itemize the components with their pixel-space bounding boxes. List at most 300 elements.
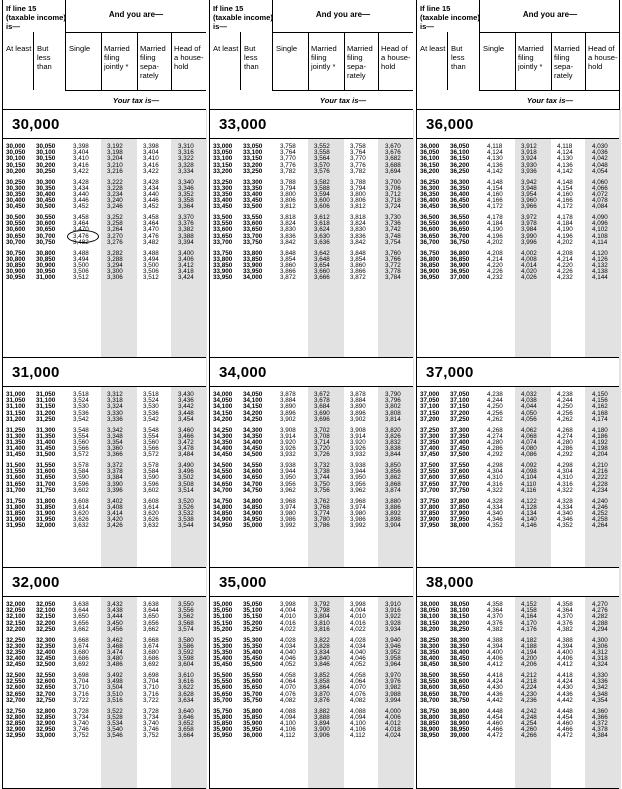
but-less-than-cell: 36,700 [450, 232, 470, 240]
at-least-cell: 31,950 [6, 522, 26, 530]
tax-single-cell: 4,412 [487, 661, 503, 669]
tax-mfs-cell: 3,920 [350, 438, 366, 446]
tax-hoh-cell: 3,808 [385, 409, 401, 417]
tax-single-cell: 4,352 [487, 522, 503, 530]
but-less-than-cell: 34,200 [243, 409, 263, 417]
tax-hoh-cell: 4,120 [592, 249, 608, 257]
at-least-cell: 34,800 [213, 503, 233, 511]
tax-mfs-cell: 4,256 [557, 409, 573, 417]
table-row [417, 234, 619, 240]
tax-mfs-cell: 3,434 [143, 184, 159, 192]
but-less-than-cell: 34,400 [243, 438, 263, 446]
table-row [3, 715, 206, 721]
tax-hoh-cell: 4,048 [592, 161, 608, 169]
at-least-cell: 35,150 [213, 619, 233, 627]
tax-hoh-cell: 4,096 [592, 220, 608, 228]
but-less-than-cell: 34,500 [243, 451, 263, 459]
tax-mfj-cell: 3,660 [314, 268, 330, 276]
tax-mfs-cell: 3,518 [143, 391, 159, 398]
tax-hoh-cell: 3,382 [178, 226, 194, 234]
tax-mfs-cell: 3,404 [143, 149, 159, 157]
tax-single-cell: 3,842 [280, 238, 296, 246]
but-less-than-cell: 38,350 [450, 642, 470, 650]
tax-mfj-cell: 3,312 [107, 391, 123, 398]
table-row [210, 469, 413, 475]
table-row [210, 417, 413, 423]
table-row [3, 727, 206, 733]
tax-hoh-cell: 3,586 [178, 642, 194, 650]
tax-mfj-cell: 3,570 [314, 161, 330, 169]
table-row [210, 673, 413, 679]
tax-mfs-cell: 3,608 [143, 497, 159, 505]
tax-hoh-cell: 4,198 [592, 445, 608, 453]
tax-mfs-cell: 4,040 [350, 648, 366, 656]
tax-mfs-cell: 3,998 [350, 601, 366, 608]
at-least-cell: 37,200 [420, 415, 440, 423]
tax-mfj-cell: 3,540 [107, 726, 123, 734]
tax-single-cell: 3,668 [73, 636, 89, 644]
tax-mfs-cell: 4,262 [557, 415, 573, 423]
at-least-cell: 36,200 [420, 167, 440, 175]
tax-mfj-cell: 3,444 [107, 613, 123, 621]
tax-mfj-cell: 4,002 [521, 249, 537, 257]
tax-mfj-cell: 4,014 [521, 261, 537, 269]
tax-mfj-cell: 4,020 [521, 268, 537, 276]
but-less-than-cell: 31,400 [36, 438, 56, 446]
tax-mfj-cell: 3,990 [521, 232, 537, 240]
tax-mfj-cell: 3,558 [314, 149, 330, 157]
tax-single-cell: 4,202 [487, 238, 503, 246]
tax-mfs-cell: 3,740 [143, 719, 159, 727]
but-less-than-cell: 32,800 [36, 707, 56, 715]
tax-hoh-cell: 3,922 [385, 613, 401, 621]
tax-hoh-cell: 4,378 [592, 726, 608, 734]
tax-mfj-cell: 4,164 [521, 613, 537, 621]
at-least-cell: 34,900 [213, 516, 233, 524]
tax-single-cell: 4,160 [487, 190, 503, 198]
table-row [417, 446, 619, 452]
tax-single-cell: 3,398 [73, 143, 89, 150]
tax-hoh-cell: 4,384 [592, 732, 608, 740]
tax-mfj-cell: 3,654 [314, 261, 330, 269]
but-less-than-cell: 31,450 [36, 445, 56, 453]
but-less-than-cell: 33,550 [243, 214, 263, 221]
at-least-cell: 37,300 [420, 432, 440, 440]
tax-single-cell: 3,710 [73, 684, 89, 692]
table-row [3, 234, 206, 240]
table-row [417, 721, 619, 727]
tax-mfj-cell: 3,870 [314, 690, 330, 698]
table-row [417, 215, 619, 221]
but-less-than-cell: 32,700 [36, 690, 56, 698]
but-less-than-cell: 36,400 [450, 190, 470, 198]
tax-single-cell: 3,650 [73, 613, 89, 621]
but-less-than-cell: 36,150 [450, 155, 470, 163]
tax-mfj-cell: 3,546 [107, 732, 123, 740]
tax-mfs-cell: 4,376 [557, 619, 573, 627]
tax-hoh-cell: 4,102 [592, 226, 608, 234]
tax-hoh-cell: 4,204 [592, 451, 608, 459]
tax-hoh-cell: 3,394 [178, 238, 194, 246]
at-least-cell: 38,900 [420, 726, 440, 734]
tax-mfs-cell: 3,824 [350, 220, 366, 228]
but-less-than-cell: 37,650 [450, 474, 470, 482]
at-least-cell: 31,500 [6, 462, 26, 469]
tax-hoh-cell: 3,310 [178, 143, 194, 150]
but-less-than-cell: 34,800 [243, 497, 263, 505]
tax-single-cell: 4,232 [487, 274, 503, 282]
table-row [210, 662, 413, 668]
at-least-cell: 37,050 [420, 397, 440, 405]
tax-mfs-cell: 4,184 [557, 220, 573, 228]
tax-single-cell: 3,578 [73, 462, 89, 469]
tax-mfj-cell: 4,134 [521, 509, 537, 517]
tax-mfj-cell: 3,366 [107, 451, 123, 459]
but-less-than-cell: 31,750 [36, 486, 56, 494]
at-least-cell: 33,050 [213, 149, 233, 157]
but-less-than-cell: 33,150 [243, 155, 263, 163]
at-least-cell: 30,600 [6, 226, 26, 234]
table-row [210, 475, 413, 481]
at-least-cell: 33,900 [213, 268, 233, 276]
tax-single-cell: 3,944 [280, 468, 296, 476]
tax-single-cell: 3,746 [73, 726, 89, 734]
at-least-cell: 32,400 [6, 655, 26, 663]
tax-mfj-cell: 3,192 [107, 143, 123, 150]
tax-hoh-cell: 4,264 [592, 522, 608, 530]
tax-mfj-cell: 4,242 [521, 707, 537, 715]
tax-hoh-cell: 4,084 [592, 203, 608, 211]
tax-mfj-cell: 4,068 [521, 432, 537, 440]
tax-hoh-cell: 4,024 [385, 732, 401, 740]
tax-single-cell: 3,926 [280, 445, 296, 453]
head-of-household-header: Head of a house- hold [381, 44, 411, 71]
tax-mfs-cell: 3,722 [143, 696, 159, 704]
tax-single-cell: 4,268 [487, 426, 503, 434]
at-least-cell: 36,750 [420, 249, 440, 257]
table-row [417, 727, 619, 733]
single-header: Single [276, 44, 298, 53]
tax-mfj-cell: 3,324 [107, 403, 123, 411]
at-least-cell: 31,450 [6, 451, 26, 459]
tax-single-cell: 4,142 [487, 167, 503, 175]
at-least-cell: 34,550 [213, 468, 233, 476]
tax-hoh-cell: 4,072 [592, 190, 608, 198]
at-least-cell: 33,500 [213, 214, 233, 221]
tax-mfs-cell: 3,836 [350, 232, 366, 240]
at-least-cell: 30,650 [6, 232, 26, 240]
tax-mfs-cell: 3,728 [143, 707, 159, 715]
tax-single-cell: 4,328 [487, 497, 503, 505]
table-row [417, 269, 619, 275]
at-least-cell: 34,850 [213, 509, 233, 517]
tax-hoh-cell: 3,700 [385, 178, 401, 186]
married-jointly-header: Married filing jointly * [104, 44, 130, 71]
table-row [417, 398, 619, 404]
table-row [210, 263, 413, 269]
tax-single-cell: 3,974 [280, 503, 296, 511]
tax-single-cell: 3,662 [73, 625, 89, 633]
but-less-than-cell: 36,900 [450, 261, 470, 269]
table-row [3, 621, 206, 627]
section-heading: 32,000 [12, 574, 60, 591]
but-less-than-cell: 34,100 [243, 397, 263, 405]
table-row [417, 144, 619, 150]
tax-hoh-cell: 3,790 [385, 391, 401, 398]
tax-hoh-cell: 4,342 [592, 684, 608, 692]
tax-mfs-cell: 4,382 [557, 625, 573, 633]
at-least-cell: 36,850 [420, 261, 440, 269]
tax-mfj-cell: 3,486 [107, 661, 123, 669]
at-least-cell: 32,650 [6, 690, 26, 698]
tax-mfj-cell: 3,414 [107, 509, 123, 517]
table-header [3, 0, 206, 110]
table-row [3, 685, 206, 691]
tax-mfj-cell: 3,978 [521, 220, 537, 228]
table-row [3, 269, 206, 275]
tax-mfj-cell: 3,996 [521, 238, 537, 246]
table-row [3, 488, 206, 494]
tax-mfj-cell: 4,146 [521, 522, 537, 530]
tax-mfs-cell: 3,554 [143, 432, 159, 440]
but-less-than-cell: 37,500 [450, 451, 470, 459]
tax-single-cell: 4,340 [487, 509, 503, 517]
but-less-than-cell: 34,250 [243, 415, 263, 423]
at-least-cell: 38,800 [420, 713, 440, 721]
tax-mfs-cell: 4,334 [557, 503, 573, 511]
tax-single-cell: 3,722 [73, 696, 89, 704]
tax-mfj-cell: 3,774 [314, 509, 330, 517]
tax-mfj-cell: 3,582 [314, 178, 330, 186]
tax-mfs-cell: 4,454 [557, 713, 573, 721]
tax-mfs-cell: 3,680 [143, 648, 159, 656]
at-least-cell: 38,400 [420, 655, 440, 663]
tax-hoh-cell: 4,246 [592, 503, 608, 511]
tax-mfj-cell: 3,384 [107, 474, 123, 482]
but-less-than-cell: 32,550 [36, 672, 56, 679]
table-row [210, 499, 413, 505]
tax-hoh-cell: 3,352 [178, 190, 194, 198]
at-least-cell: 32,700 [6, 696, 26, 704]
tax-mfj-cell: 3,756 [314, 486, 330, 494]
tax-mfj-cell: 3,258 [107, 220, 123, 228]
tax-mfs-cell: 3,746 [143, 726, 159, 734]
tax-single-cell: 4,358 [487, 601, 503, 608]
at-least-cell: 35,650 [213, 690, 233, 698]
tax-single-cell: 3,446 [73, 197, 89, 205]
but-less-than-cell: 36,000 [243, 732, 263, 740]
table-row [3, 257, 206, 263]
tax-mfj-cell: 3,390 [107, 480, 123, 488]
table-row [3, 411, 206, 417]
tax-single-cell: 4,394 [487, 642, 503, 650]
tax-mfs-cell: 4,070 [350, 684, 366, 692]
tax-mfs-cell: 3,674 [143, 642, 159, 650]
tax-mfs-cell: 3,764 [350, 149, 366, 157]
but-less-than-cell: 35,900 [243, 719, 263, 727]
but-less-than-cell: 33,200 [243, 161, 263, 169]
tax-mfj-cell: 3,708 [314, 432, 330, 440]
tax-mfs-cell: 3,938 [350, 462, 366, 469]
tax-mfj-cell: 3,468 [107, 642, 123, 650]
table-row [210, 685, 413, 691]
tax-single-cell: 3,692 [73, 661, 89, 669]
tax-mfs-cell: 3,590 [143, 474, 159, 482]
tax-single-cell: 4,214 [487, 255, 503, 263]
tax-mfs-cell: 3,440 [143, 190, 159, 198]
tax-hoh-cell: 4,324 [592, 661, 608, 669]
tax-single-cell: 4,280 [487, 438, 503, 446]
but-less-than-cell: 31,150 [36, 403, 56, 411]
tax-single-cell: 3,644 [73, 607, 89, 615]
tax-hoh-cell: 3,370 [178, 214, 194, 221]
tax-mfj-cell: 3,600 [314, 197, 330, 205]
tax-single-cell: 3,524 [73, 397, 89, 405]
table-row [3, 227, 206, 233]
tax-mfs-cell: 3,842 [350, 238, 366, 246]
tax-single-cell: 3,812 [280, 203, 296, 211]
tax-mfs-cell: 4,172 [557, 203, 573, 211]
tax-single-cell: 4,250 [487, 403, 503, 411]
at-least-cell: 36,800 [420, 255, 440, 263]
but-less-than-cell: 37,200 [450, 409, 470, 417]
tax-mfs-cell: 3,704 [143, 678, 159, 686]
but-less-than-cell: 32,150 [36, 613, 56, 621]
table-row [3, 463, 206, 469]
tax-mfj-cell: 3,702 [314, 426, 330, 434]
at-least-cell: 32,250 [6, 636, 26, 644]
table-row [417, 156, 619, 162]
at-least-cell: 30,350 [6, 190, 26, 198]
but-less-than-cell: 37,750 [450, 486, 470, 494]
head-of-household-header: Head of a house- hold [174, 44, 204, 71]
at-least-cell: 36,250 [420, 178, 440, 186]
but-less-than-cell: 35,700 [243, 690, 263, 698]
tax-mfs-cell: 3,830 [350, 226, 366, 234]
tax-single-cell: 3,530 [73, 403, 89, 411]
tax-single-cell: 3,980 [280, 509, 296, 517]
at-least-cell: 35,950 [213, 732, 233, 740]
but-less-than-cell: 34,700 [243, 480, 263, 488]
tax-single-cell: 3,536 [73, 409, 89, 417]
tax-hoh-cell: 3,472 [178, 438, 194, 446]
tax-mfs-cell: 4,442 [557, 696, 573, 704]
but-less-than-cell: 31,600 [36, 468, 56, 476]
tax-single-cell: 3,464 [73, 220, 89, 228]
tax-mfj-cell: 3,948 [521, 184, 537, 192]
tax-hoh-cell: 3,976 [385, 678, 401, 686]
tax-hoh-cell: 3,916 [385, 607, 401, 615]
tax-hoh-cell: 3,796 [385, 397, 401, 405]
tax-mfs-cell: 4,322 [557, 486, 573, 494]
tax-mfj-cell: 4,080 [521, 445, 537, 453]
tax-single-cell: 3,548 [73, 426, 89, 434]
tax-mfs-cell: 3,596 [143, 480, 159, 488]
at-least-cell: 34,950 [213, 522, 233, 530]
at-least-cell: 36,050 [420, 149, 440, 157]
tax-hoh-cell: 4,186 [592, 432, 608, 440]
tax-single-cell: 4,226 [487, 268, 503, 276]
but-less-than-cell: 37,800 [450, 497, 470, 505]
but-less-than-cell: 32,100 [36, 607, 56, 615]
table-row [417, 679, 619, 685]
table-row [417, 488, 619, 494]
tax-mfs-cell: 3,884 [350, 397, 366, 405]
tax-mfs-cell: 3,548 [143, 426, 159, 434]
table-row [417, 715, 619, 721]
but-less-than-cell: 36,500 [450, 203, 470, 211]
tax-mfj-cell: 3,720 [314, 445, 330, 453]
at-least-cell: 31,650 [6, 480, 26, 488]
tax-single-cell: 4,442 [487, 696, 503, 704]
tax-single-cell: 3,806 [280, 197, 296, 205]
tax-single-cell: 3,908 [280, 426, 296, 434]
tax-mfj-cell: 3,612 [314, 214, 330, 221]
but-less-than-cell: 33,050 [243, 143, 263, 150]
tax-single-cell: 3,512 [73, 274, 89, 282]
but-less-than-cell: 37,150 [450, 403, 470, 411]
tax-single-cell: 3,590 [73, 474, 89, 482]
tax-mfj-cell: 3,378 [107, 468, 123, 476]
tax-mfj-cell: 3,498 [107, 678, 123, 686]
tax-mfj-cell: 3,348 [107, 432, 123, 440]
table-row [3, 662, 206, 668]
tax-hoh-cell: 4,138 [592, 268, 608, 276]
at-least-cell: 31,750 [6, 497, 26, 505]
tax-hoh-cell: 4,066 [592, 184, 608, 192]
at-least-cell: 35,550 [213, 678, 233, 686]
table-row [210, 638, 413, 644]
tax-hoh-cell: 3,886 [385, 503, 401, 511]
tax-single-cell: 3,818 [280, 214, 296, 221]
but-less-than-cell: 31,250 [36, 415, 56, 423]
tax-mfs-cell: 4,118 [557, 143, 573, 150]
at-least-cell: 37,400 [420, 445, 440, 453]
but-less-than-cell: 32,650 [36, 684, 56, 692]
tax-mfs-cell: 4,190 [557, 226, 573, 234]
table-row [3, 517, 206, 523]
tax-hoh-cell: 3,478 [178, 445, 194, 453]
at-least-cell: 37,250 [420, 426, 440, 434]
table-row [210, 227, 413, 233]
tax-mfj-cell: 4,032 [521, 391, 537, 398]
tax-mfs-cell: 4,364 [557, 607, 573, 615]
table-row [417, 469, 619, 475]
tax-single-cell: 4,130 [487, 155, 503, 163]
tax-single-cell: 4,286 [487, 445, 503, 453]
tax-mfs-cell: 3,788 [350, 178, 366, 186]
at-least-cell: 33,400 [213, 197, 233, 205]
table-row [210, 192, 413, 198]
tax-mfs-cell: 3,710 [143, 684, 159, 692]
tax-hoh-cell: 3,736 [385, 220, 401, 228]
tax-hoh-cell: 4,258 [592, 516, 608, 524]
tax-mfs-cell: 3,656 [143, 619, 159, 627]
tax-mfj-cell: 3,864 [314, 684, 330, 692]
tax-mfj-cell: 3,912 [521, 143, 537, 150]
tax-mfj-cell: 3,618 [314, 220, 330, 228]
but-less-than-cell: 30,200 [36, 161, 56, 169]
at-least-cell: 35,900 [213, 726, 233, 734]
at-least-cell: 38,350 [420, 648, 440, 656]
but-less-than-cell: 35,100 [243, 607, 263, 615]
but-less-than-cell: 32,400 [36, 648, 56, 656]
tax-mfs-cell: 4,352 [557, 522, 573, 530]
but-less-than-cell: 30,800 [36, 249, 56, 257]
tax-mfs-cell: 3,620 [143, 509, 159, 517]
at-least-cell: 31,300 [6, 432, 26, 440]
tax-mfs-cell: 3,872 [350, 274, 366, 282]
